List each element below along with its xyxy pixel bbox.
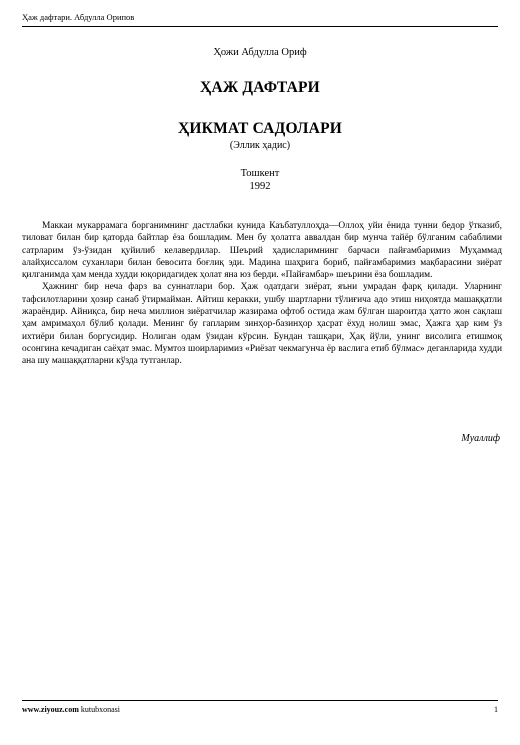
body-paragraph: Маккаи мукаррамага борганимнинг дастлабки кунида Каъбатуллоҳда—Оллоҳ уйи ёнида тунни бедор ўтказиб, тиловат билан бир қаторда байтлар ёза бошладим. Мен бу ҳолатга аввалдан бир мунча тайёр бўлганим сабаблими сатрларим ўз-ўзидан қуйилиб келавердилар. Шеърий ҳадисларимнинг барчаси пайғамбаримиз Муҳаммад алайҳиссалом суханлари билан бевосита боғлиқ эди. Мадина шаҳрига бориб, пайғамбаримиз мақбарасини зиёрат қилганимда ҳам менда худди юқоридагидек ҳолат яна юз берди. «Пайғамбар» шеърини ёза бошладим. [22, 221, 502, 281]
running-header-title: Ҳаж дафтари. Абдулла Орипов [22, 12, 135, 22]
page-footer [22, 700, 498, 715]
author-name: Ҳожи Абдулла Ориф [213, 47, 307, 58]
running-header [22, 11, 498, 27]
body-paragraph: Ҳажнинг бир неча фарз ва суннатлари бор. Ҳаж одатдаги зиёрат, яъни умрадан фарқ қилади. Уларнинг тафсилотларини ҳозир санаб ўтирмайман. Айтиш керакки, ушбу шартларни тўлиғича адо этиш ниҳоятда машаққатли жараёндир. Айниқса, бир неча миллион зиёратчилар жазирама офтоб остида жам бўлган шароитда ҳатто жон сақлаш ҳам амримаҳол бўлиб қолади. Менинг бу гапларим зинҳор-базинҳор ҳасрат ёхуд нолиш эмас, Ҳажга ҳар ким ўз ихтиёри билан боргусидир. Нолиган одам ўзидан кўрсин. Бундан ташқари, Ҳақ йўли, унинг висолига етишмоқ осонгина кечадиган саёҳат эмас. Мумтоз шоирларимиз «Риёзат чекмагунча ёр васлига етиб бўлмас» деганларида худди ана шу машаққатларни кўзда тутганлар. [22, 282, 502, 367]
signature: Муаллиф [461, 433, 500, 444]
section-subtitle: (Эллик ҳадис) [229, 140, 291, 151]
footer-site-link[interactable]: www.ziyouz.com [22, 705, 79, 714]
section-title: ҲИКМАТ САДОЛАРИ [178, 120, 342, 137]
book-title: ҲАЖ ДАФТАРИ [200, 79, 320, 96]
body-text [22, 220, 502, 368]
page-number: 1 [494, 705, 498, 714]
footer-site-suffix: kutubxonasi [78, 705, 120, 714]
publication-year: 1992 [249, 181, 271, 192]
publication-place: Тошкент [240, 168, 280, 179]
